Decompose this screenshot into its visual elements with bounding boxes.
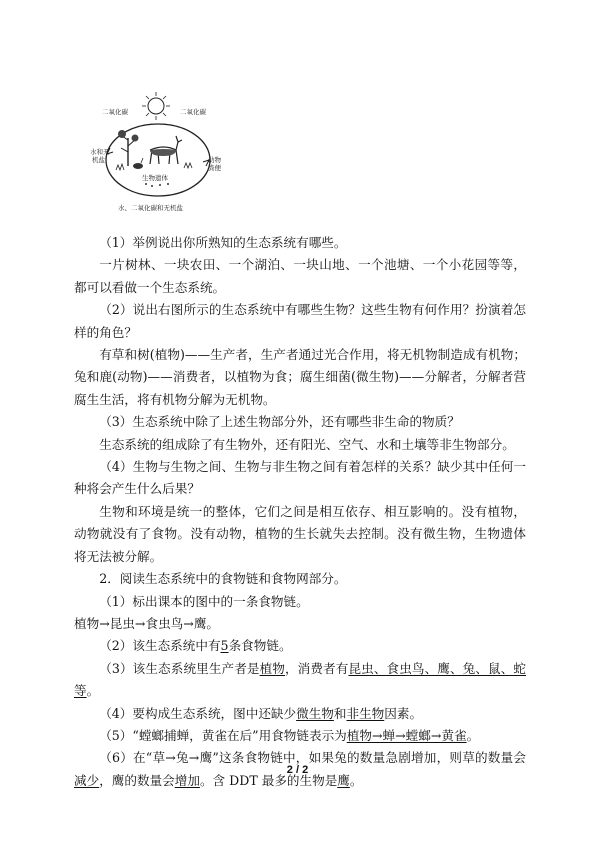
q1-question: （1）举例说出你所熟知的生态系统有哪些。 [99,235,347,250]
deer-icon [150,136,182,164]
s2-line: （2）该生态系统中有5条食物链。 [99,638,292,654]
answer-blank: 鹰 [337,772,350,788]
rabbit-icon [133,158,143,169]
ecosystem-diagram [88,88,228,216]
s4-line: （4）要构成生态系统，图中还缺少微生物和非生物因素。 [99,705,423,721]
label-bottom: 水、二氧化碳和无机盐 [118,204,183,212]
q2-answer: 有草和树(植物)——生产者，生产者通过光合作用，将无机物制造成有机物；兔和鹿(动物)——消费者，以植物为食；腐生细菌(微生物)——分解者，分解者营腐生生活，将有机物分解为无机物。 [74,347,526,407]
s5-line: （5）“螳螂捕蝉，黄雀在后”用食物链表示为植物→蝉→螳螂→黄雀。 [99,727,480,743]
answer-blank: 增加 [174,772,200,788]
q1-answer: 一片树林、一块农田、一个湖泊、一块山地、一个池塘、一个小花园等等，都可以看做一个生态系统。 [74,257,526,295]
s3-line: （3）该生态系统里生产者是植物，消费者有昆虫、食虫鸟、鹰、兔、鼠、蛇等。 [74,660,527,699]
label-left-1: 水和无 [90,148,110,156]
sun-icon [142,92,170,120]
label-top-left: 二氧化碳 [102,108,128,116]
answer-blank: 减少 [74,772,100,788]
decomposer-icon [145,183,169,187]
label-top-right: 二氧化碳 [180,108,206,116]
answer-blank: 5 [220,638,229,654]
label-right-1: 动物 [208,156,221,164]
q4-question: （4）生物与生物之间、生物与非生物之间有着怎样的关系？缺少其中任何一种将会产生什么后果？ [74,459,526,497]
q4-answer: 生物和环境是统一的整体，它们之间是相互依存、相互影响的。没有植物，动物就没有了食物。没有动物，植物的生长就失去控制。没有微生物，生物遗体将无法被分解。 [74,503,526,564]
s6-line: （6）在“草→兔→鹰”这条食物链中，如果兔的数量急剧增加，则草的数量会减少，鹰的数量会增加。含 DDT 最多的生物是鹰。 [74,750,526,788]
q3-question: （3）生态系统中除了上述生物部分外，还有哪些非生命的物质？ [99,414,460,430]
q2-question: （2）说出右图所示的生态系统中有哪些生物？这些生物有何作用？扮演着怎样的角色？ [74,302,526,340]
answer-blank: 微生物 [296,705,334,721]
answer-blank: 植物 [259,660,285,676]
s1-answer: 植物→昆虫→食虫鸟→鹰。 [74,615,220,631]
answer-blank: 昆虫、食虫鸟、鹰、兔、鼠、蛇等 [74,660,527,699]
s1-question: （1）标出课本的图中的一条食物链。 [99,593,309,609]
document-body [74,232,526,792]
answer-blank: 非生物 [346,705,385,721]
label-center: 生物遗体 [142,174,168,182]
section2-heading: 2．阅读生态系统中的食物链和食物网部分。 [99,571,347,587]
answer-blank: 植物→蝉→螳螂→黄雀 [346,727,467,743]
q3-answer: 生态系统的组成除了有生物外，还有阳光、空气、水和土壤等非生物部分。 [99,436,515,452]
page-number: 2 / 2 [286,764,309,776]
label-left-2: 机盐 [92,156,105,164]
tree-icon [118,130,139,166]
label-right-2: 粪便 [208,164,221,172]
